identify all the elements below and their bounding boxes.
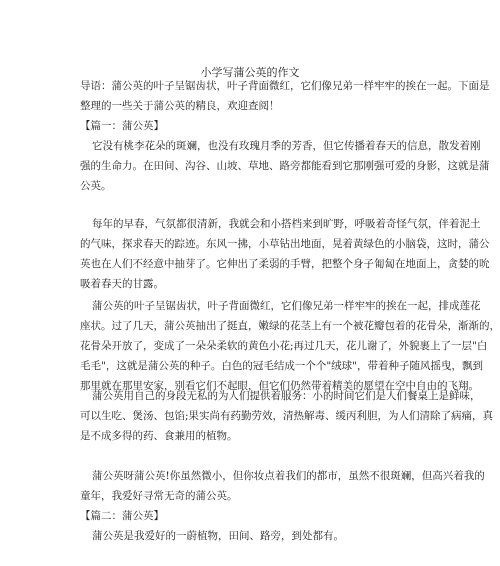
section-heading-text: 【篇二：蒲公英】 — [80, 510, 164, 522]
text-line: 花骨朵开放了，变成了一朵朵柔软的黄色小花;再过几天，花儿谢了，外貌裹上了一层"白 — [80, 340, 488, 352]
text-line: 座状。过了几天，蒲公英抽出了挺直，嫩绿的花茎上有一个被花瓣包着的花骨朵，渐渐的， — [80, 320, 500, 332]
text-line: 英也在人们不经意中抽芽了。它伸出了柔弱的手臂，把整个身子匍匐在地面上，贪婪的吮 — [80, 258, 490, 270]
text-line: 那里就在那里安家，别看它们不起眼，但它们仍然带着精美的愿望在空中自由的飞翔。 — [80, 380, 479, 392]
text-line: 蒲公英是我爱好的一蔚植物，田间、路旁，到处都有。 — [92, 530, 344, 542]
text-line: 童年，我爱好寻常无奇的蒲公英。 — [80, 490, 238, 502]
text-line: 吸着春天的甘露。 — [80, 278, 164, 290]
section-heading-text: 【篇一：蒲公英】 — [80, 120, 164, 132]
text-line: 是不成多得的药、食兼用的植物。 — [80, 430, 238, 442]
text-line: 蒲公英呀蒲公英!你虽然微小，但你妆点着我们的都市，虽然不很斑斓，但高兴着我的 — [92, 470, 485, 482]
text-line: 蒲公英的叶子呈锯齿状，叶子背面微红，它们像兄弟一样牢牢的挨在一起，排成莲花 — [92, 300, 481, 312]
text-line: 的气味，探求春天的踪迹。东风一拂，小草钻出地面，晃着黄绿色的小脑袋，这时，蒲公 — [80, 238, 490, 250]
text-line: 它没有桃李花朵的斑斓，也没有玫瑰月季的芳香，但它传播着春天的信息，散发着刚 — [92, 140, 481, 152]
paragraph-5 — [80, 466, 485, 506]
paragraph-2 — [80, 214, 490, 294]
section-heading-2 — [80, 506, 430, 526]
paragraph-6 — [80, 526, 430, 546]
text-line: 每年的早春，气氛都很清新，我就会和小搭档来到旷野，呼吸着奇怪气氛，伴着泥土 — [92, 218, 481, 230]
text-line: 蒲公英用自己的身段无私的为人们提供着服务：小的时间它们是人们餐桌上是鲜味， — [92, 390, 481, 402]
text-line: 可以生吃、煲汤、包馅;果实尚有药勤劳效，清热解毒、缓丙利胆，为人们清除了病痛，真 — [80, 410, 494, 422]
text-line: 整理的一些关于蒲公英的精良，欢迎查阅！ — [80, 100, 280, 112]
text-line: 公英。 — [80, 180, 112, 192]
intro-paragraph — [80, 76, 490, 116]
text-line: 强的生命力。在田间、沟谷、山坡、草地、路旁都能看到它那刚强可爱的身影，这就是蒲 — [80, 160, 490, 172]
text-line: 毛毛"，这就是蒲公英的种子。白色的冠毛结成一个个"绒球"，带着种子随风摇曳，飘到 — [80, 360, 483, 372]
paragraph-1 — [80, 136, 490, 196]
text-line: 导语：蒲公英的叶子呈锯齿状，叶子背面微红，它们像兄弟一样牢牢的挨在一起。下面是 — [80, 80, 490, 92]
document-title: 小学写蒲公英的作文 — [200, 66, 300, 79]
section-heading-1 — [80, 116, 430, 136]
